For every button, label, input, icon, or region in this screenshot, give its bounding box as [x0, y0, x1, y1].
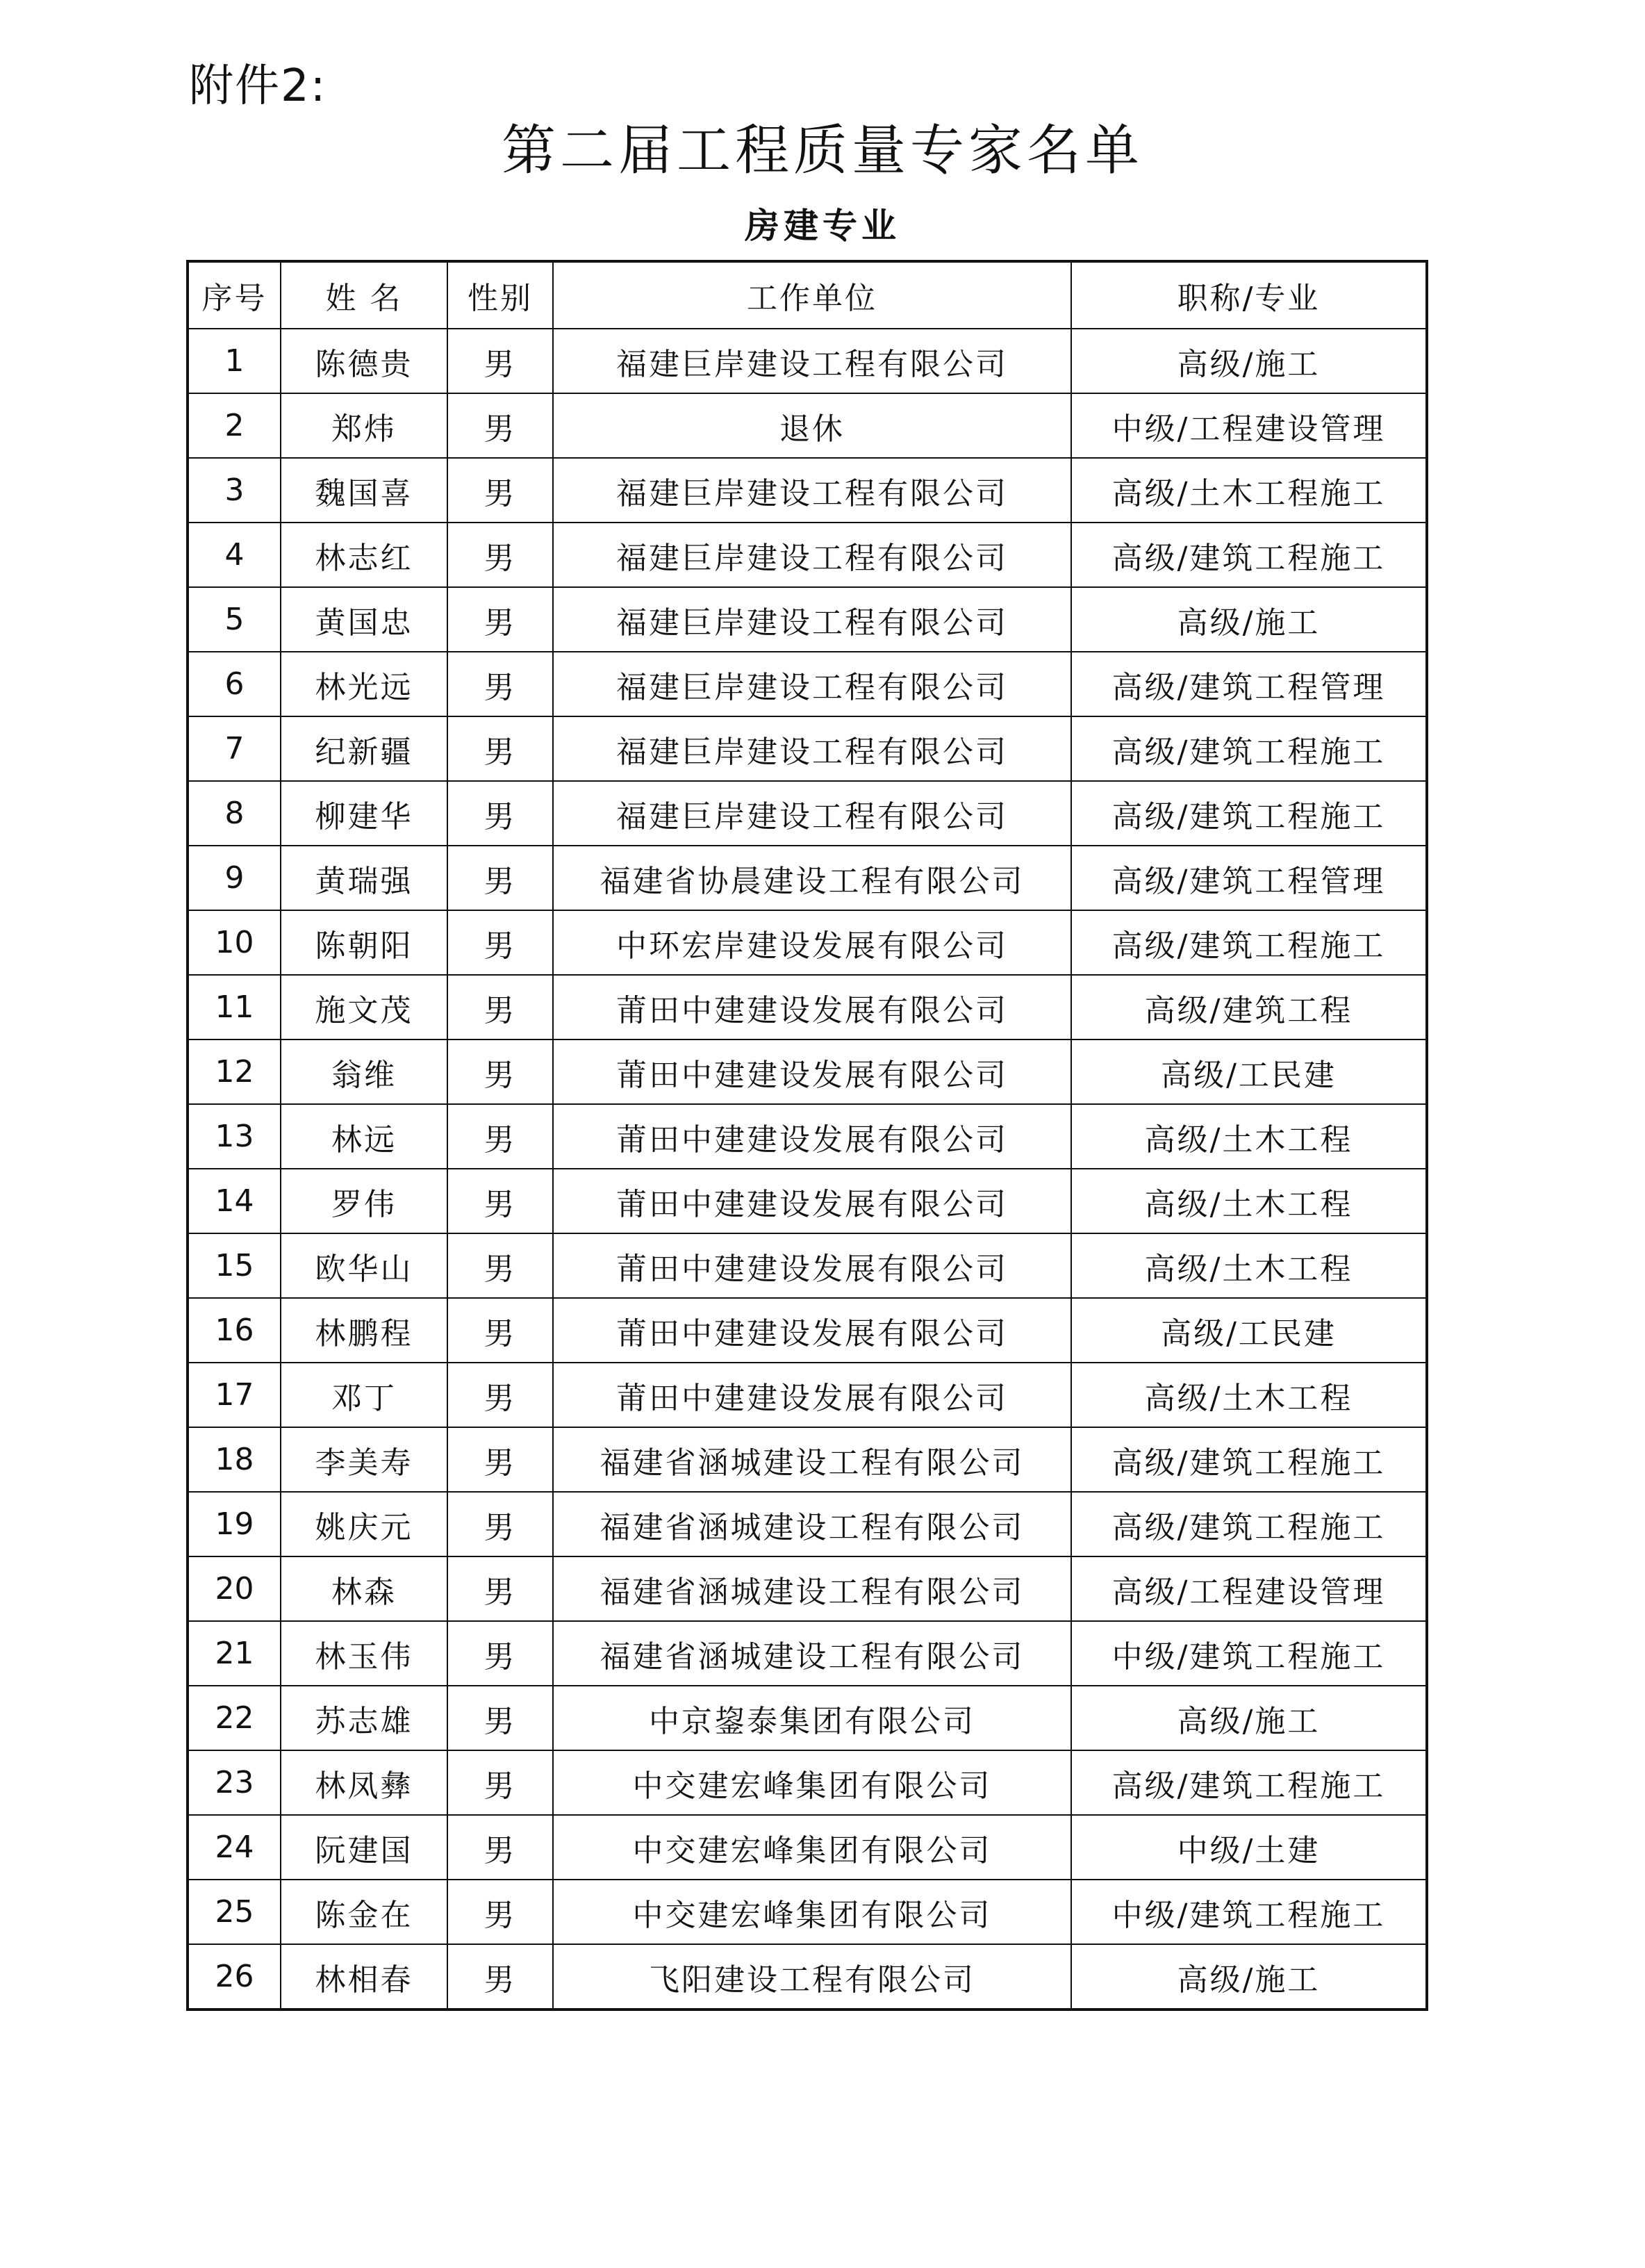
cell-gender: 男 [447, 1169, 553, 1233]
cell-no: 21 [188, 1621, 281, 1686]
cell-name: 林凤彝 [281, 1750, 447, 1815]
cell-name: 陈德贵 [281, 329, 447, 393]
cell-unit: 福建省涵城建设工程有限公司 [553, 1556, 1071, 1621]
cell-title: 高级/土木工程 [1071, 1169, 1427, 1233]
cell-name: 林玉伟 [281, 1621, 447, 1686]
cell-no: 10 [188, 910, 281, 975]
cell-no: 22 [188, 1686, 281, 1750]
cell-title: 高级/土木工程 [1071, 1104, 1427, 1169]
cell-unit: 莆田中建建设发展有限公司 [553, 1040, 1071, 1104]
table-row [188, 910, 1427, 975]
cell-name: 欧华山 [281, 1233, 447, 1298]
cell-unit: 中环宏岸建设发展有限公司 [553, 910, 1071, 975]
table-row [188, 1104, 1427, 1169]
cell-title: 高级/土木工程施工 [1071, 458, 1427, 523]
cell-name: 魏国喜 [281, 458, 447, 523]
cell-title: 中级/土建 [1071, 1815, 1427, 1880]
cell-gender: 男 [447, 1104, 553, 1169]
expert-list-table [186, 260, 1428, 2011]
cell-name: 罗伟 [281, 1169, 447, 1233]
cell-gender: 男 [447, 1556, 553, 1621]
table-row [188, 1233, 1427, 1298]
cell-title: 高级/工民建 [1071, 1040, 1427, 1104]
cell-gender: 男 [447, 393, 553, 458]
cell-no: 6 [188, 652, 281, 716]
cell-no: 23 [188, 1750, 281, 1815]
cell-unit: 莆田中建建设发展有限公司 [553, 1298, 1071, 1363]
table-row [188, 393, 1427, 458]
cell-no: 14 [188, 1169, 281, 1233]
cell-gender: 男 [447, 781, 553, 846]
cell-title: 高级/工程建设管理 [1071, 1556, 1427, 1621]
cell-gender: 男 [447, 1750, 553, 1815]
cell-name: 陈朝阳 [281, 910, 447, 975]
cell-gender: 男 [447, 1944, 553, 2010]
cell-gender: 男 [447, 1686, 553, 1750]
cell-gender: 男 [447, 910, 553, 975]
cell-gender: 男 [447, 1621, 553, 1686]
cell-no: 2 [188, 393, 281, 458]
cell-name: 郑炜 [281, 393, 447, 458]
cell-title: 高级/建筑工程施工 [1071, 1492, 1427, 1556]
cell-no: 16 [188, 1298, 281, 1363]
cell-title: 中级/工程建设管理 [1071, 393, 1427, 458]
table-row [188, 781, 1427, 846]
table-row [188, 1621, 1427, 1686]
cell-title: 高级/建筑工程施工 [1071, 716, 1427, 781]
table-row [188, 1169, 1427, 1233]
cell-name: 林森 [281, 1556, 447, 1621]
cell-name: 柳建华 [281, 781, 447, 846]
table-row [188, 1686, 1427, 1750]
table-row [188, 523, 1427, 587]
cell-gender: 男 [447, 458, 553, 523]
table-row [188, 1427, 1427, 1492]
cell-unit: 福建巨岸建设工程有限公司 [553, 781, 1071, 846]
cell-title: 高级/建筑工程施工 [1071, 781, 1427, 846]
header-no: 序号 [188, 261, 281, 329]
table-row [188, 1363, 1427, 1427]
cell-no: 8 [188, 781, 281, 846]
cell-gender: 男 [447, 1298, 553, 1363]
table-row [188, 1750, 1427, 1815]
cell-name: 林鹏程 [281, 1298, 447, 1363]
cell-no: 15 [188, 1233, 281, 1298]
cell-unit: 中交建宏峰集团有限公司 [553, 1880, 1071, 1944]
document-subtitle: 房建专业 [745, 206, 900, 246]
cell-name: 李美寿 [281, 1427, 447, 1492]
cell-unit: 莆田中建建设发展有限公司 [553, 975, 1071, 1040]
cell-no: 1 [188, 329, 281, 393]
table-row [188, 846, 1427, 910]
cell-unit: 福建巨岸建设工程有限公司 [553, 587, 1071, 652]
cell-name: 黄国忠 [281, 587, 447, 652]
table-row [188, 1040, 1427, 1104]
cell-unit: 飞阳建设工程有限公司 [553, 1944, 1071, 2010]
header-gender: 性别 [447, 261, 553, 329]
cell-title: 高级/建筑工程管理 [1071, 846, 1427, 910]
cell-no: 25 [188, 1880, 281, 1944]
cell-no: 7 [188, 716, 281, 781]
cell-title: 高级/建筑工程施工 [1071, 910, 1427, 975]
table-row [188, 1492, 1427, 1556]
cell-gender: 男 [447, 1040, 553, 1104]
cell-name: 黄瑞强 [281, 846, 447, 910]
cell-no: 19 [188, 1492, 281, 1556]
cell-gender: 男 [447, 846, 553, 910]
cell-unit: 福建巨岸建设工程有限公司 [553, 329, 1071, 393]
cell-unit: 中京鋆泰集团有限公司 [553, 1686, 1071, 1750]
cell-gender: 男 [447, 716, 553, 781]
table-row [188, 329, 1427, 393]
cell-unit: 中交建宏峰集团有限公司 [553, 1815, 1071, 1880]
table-row [188, 1298, 1427, 1363]
cell-name: 纪新疆 [281, 716, 447, 781]
cell-no: 3 [188, 458, 281, 523]
cell-title: 中级/建筑工程施工 [1071, 1621, 1427, 1686]
cell-gender: 男 [447, 1363, 553, 1427]
cell-title: 高级/工民建 [1071, 1298, 1427, 1363]
table-row [188, 1944, 1427, 2010]
cell-gender: 男 [447, 1815, 553, 1880]
cell-title: 高级/建筑工程 [1071, 975, 1427, 1040]
cell-name: 林志红 [281, 523, 447, 587]
cell-name: 林相春 [281, 1944, 447, 2010]
cell-no: 5 [188, 587, 281, 652]
cell-unit: 莆田中建建设发展有限公司 [553, 1233, 1071, 1298]
cell-no: 11 [188, 975, 281, 1040]
cell-name: 陈金在 [281, 1880, 447, 1944]
table-header-row [188, 261, 1427, 329]
cell-unit: 福建省涵城建设工程有限公司 [553, 1621, 1071, 1686]
cell-gender: 男 [447, 329, 553, 393]
cell-no: 18 [188, 1427, 281, 1492]
table-row [188, 716, 1427, 781]
cell-no: 4 [188, 523, 281, 587]
document-title: 第二届工程质量专家名单 [501, 120, 1143, 182]
cell-unit: 福建巨岸建设工程有限公司 [553, 523, 1071, 587]
header-name: 姓 名 [281, 261, 447, 329]
cell-name: 苏志雄 [281, 1686, 447, 1750]
cell-no: 26 [188, 1944, 281, 2010]
table-row [188, 975, 1427, 1040]
header-unit: 工作单位 [553, 261, 1071, 329]
cell-gender: 男 [447, 1880, 553, 1944]
cell-name: 姚庆元 [281, 1492, 447, 1556]
cell-gender: 男 [447, 523, 553, 587]
cell-gender: 男 [447, 1427, 553, 1492]
cell-unit: 退休 [553, 393, 1071, 458]
table-row [188, 652, 1427, 716]
cell-title: 高级/施工 [1071, 329, 1427, 393]
cell-title: 高级/建筑工程施工 [1071, 523, 1427, 587]
cell-unit: 福建省涵城建设工程有限公司 [553, 1492, 1071, 1556]
cell-no: 13 [188, 1104, 281, 1169]
cell-gender: 男 [447, 1233, 553, 1298]
cell-gender: 男 [447, 587, 553, 652]
cell-unit: 福建省涵城建设工程有限公司 [553, 1427, 1071, 1492]
cell-unit: 莆田中建建设发展有限公司 [553, 1169, 1071, 1233]
cell-gender: 男 [447, 652, 553, 716]
cell-no: 17 [188, 1363, 281, 1427]
cell-name: 林远 [281, 1104, 447, 1169]
cell-title: 高级/施工 [1071, 1686, 1427, 1750]
cell-unit: 福建巨岸建设工程有限公司 [553, 716, 1071, 781]
cell-title: 中级/建筑工程施工 [1071, 1880, 1427, 1944]
cell-no: 9 [188, 846, 281, 910]
cell-name: 阮建国 [281, 1815, 447, 1880]
cell-unit: 福建省协晨建设工程有限公司 [553, 846, 1071, 910]
cell-gender: 男 [447, 975, 553, 1040]
table-body [188, 329, 1427, 2010]
attachment-label: 附件2: [189, 60, 327, 112]
table-row [188, 1880, 1427, 1944]
cell-unit: 福建巨岸建设工程有限公司 [553, 652, 1071, 716]
cell-title: 高级/建筑工程施工 [1071, 1750, 1427, 1815]
cell-title: 高级/建筑工程管理 [1071, 652, 1427, 716]
cell-title: 高级/施工 [1071, 587, 1427, 652]
cell-unit: 福建巨岸建设工程有限公司 [553, 458, 1071, 523]
cell-unit: 中交建宏峰集团有限公司 [553, 1750, 1071, 1815]
cell-title: 高级/土木工程 [1071, 1233, 1427, 1298]
cell-name: 翁维 [281, 1040, 447, 1104]
cell-title: 高级/土木工程 [1071, 1363, 1427, 1427]
cell-no: 24 [188, 1815, 281, 1880]
cell-name: 施文茂 [281, 975, 447, 1040]
table-row [188, 1815, 1427, 1880]
cell-unit: 莆田中建建设发展有限公司 [553, 1363, 1071, 1427]
header-title: 职称/专业 [1071, 261, 1427, 329]
cell-gender: 男 [447, 1492, 553, 1556]
cell-name: 林光远 [281, 652, 447, 716]
table-row [188, 1556, 1427, 1621]
cell-no: 12 [188, 1040, 281, 1104]
cell-title: 高级/建筑工程施工 [1071, 1427, 1427, 1492]
cell-name: 邓丁 [281, 1363, 447, 1427]
table-row [188, 587, 1427, 652]
cell-unit: 莆田中建建设发展有限公司 [553, 1104, 1071, 1169]
cell-title: 高级/施工 [1071, 1944, 1427, 2010]
table-row [188, 458, 1427, 523]
cell-no: 20 [188, 1556, 281, 1621]
